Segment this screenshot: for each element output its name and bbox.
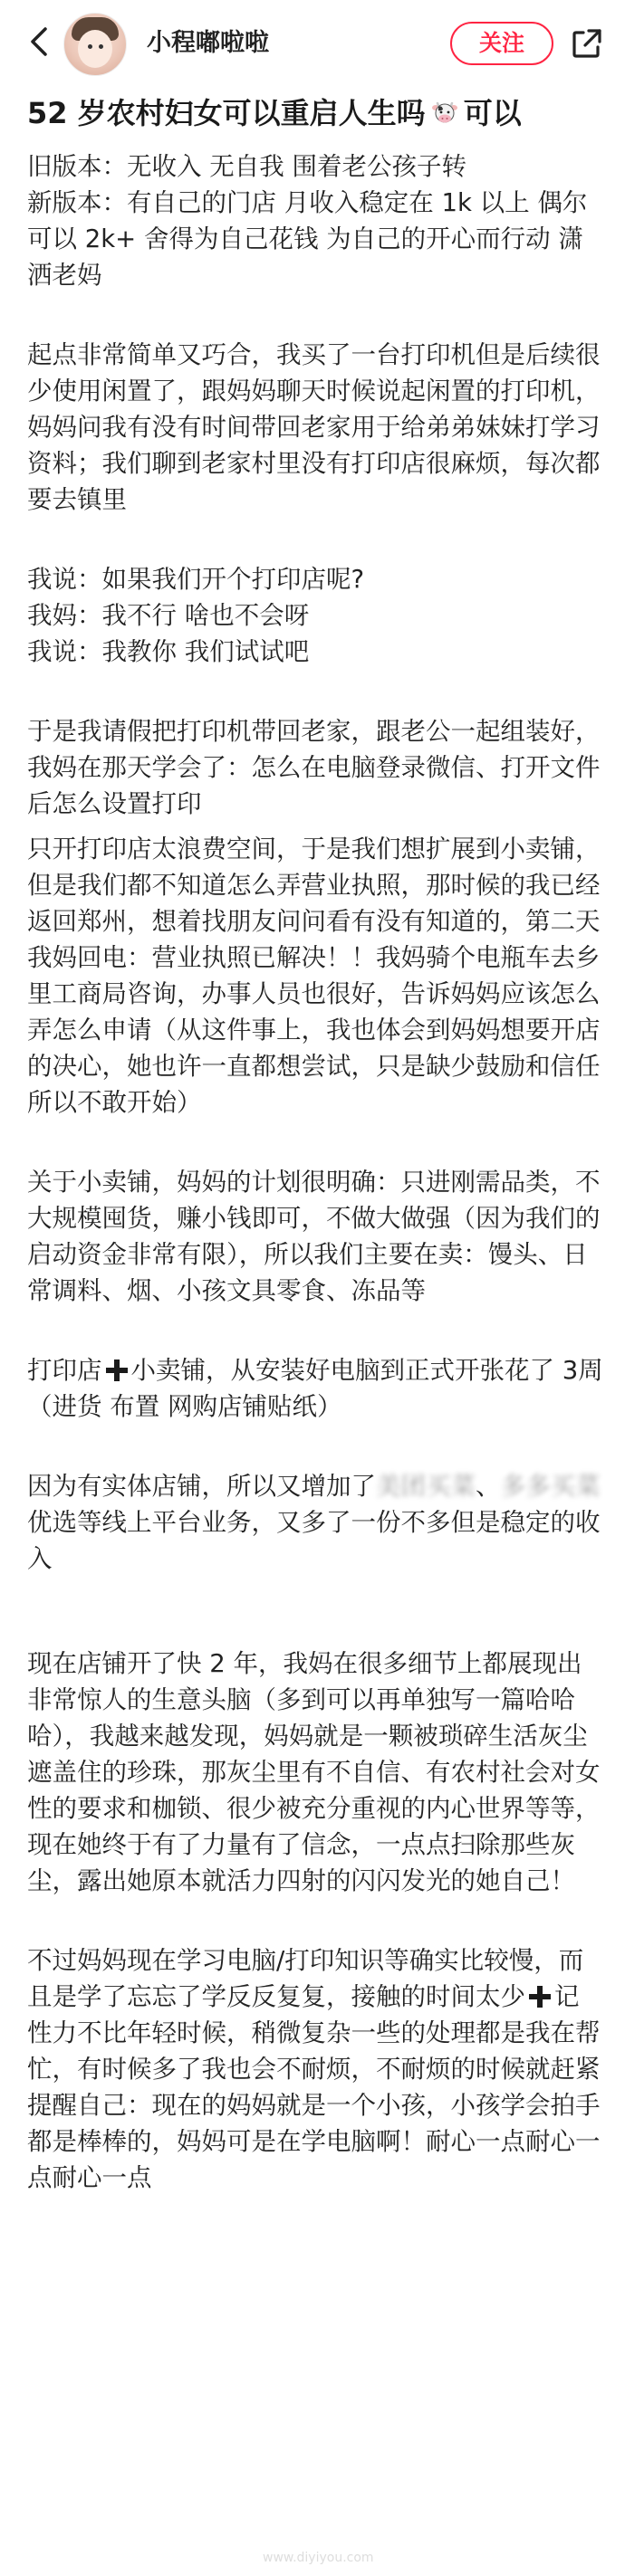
- avatar[interactable]: [63, 13, 127, 76]
- cow-face-emoji-icon: [431, 100, 458, 127]
- online-text-end: 优选等线上平台业务，又多了一份不多但是稳定的收入: [27, 1508, 601, 1573]
- paragraph-new-version: 新版本：有自己的门店 月收入稳定在 1k 以上 偶尔可以 2k+ 舍得为自己花钱 为自己的开心而行动 潇洒老妈: [27, 188, 588, 290]
- post-title: [27, 92, 607, 134]
- back-arrow-icon[interactable]: [22, 24, 58, 60]
- paragraph-setup: 于是我请假把打印机带回老家，跟老公一起组装好，我妈在那天学会了：怎么在电脑登录微信、打开文件后怎么设置打印: [27, 717, 601, 818]
- patience-text-start: 不过妈妈现在学习电脑/打印知识等确实比较慢，而且是学了忘忘了学反反复复，接触的时间太少: [27, 1946, 584, 2011]
- paragraph-expansion: 只开打印店太浪费空间，于是我们想扩展到小卖铺，但是我们都不知道怎么弄营业执照，那时候的我已经返回郑州，想着找朋友问问看有没有知道的，第二天我妈回电：营业执照已解决！！我妈骑个电瓶车去乡里工商局咨询，办事人员也很好，告诉妈妈应该怎么弄怎么申请（从这件事上，我也体会到妈妈想要开店的决心，她也许一直都想尝试，只是缺少鼓励和信任所以不敢开始）: [27, 835, 601, 1117]
- dialogue-line-2: 我妈：我不行 啥也不会呀: [27, 601, 310, 630]
- heavy-plus-icon: [529, 1986, 551, 2008]
- paragraph-patience: [27, 1942, 603, 2196]
- paragraph-opening: [27, 1352, 603, 1425]
- heavy-plus-icon: [106, 1360, 128, 1381]
- watermark: www.diyiyou.com: [263, 2551, 374, 2565]
- follow-button[interactable]: 关注: [450, 22, 553, 65]
- blurred-platform-name: 多多买菜: [500, 1472, 601, 1501]
- post-title-text: 52 岁农村妇女可以重启人生吗: [27, 96, 426, 130]
- dialogue-line-1: 我说：如果我们开个打印店呢?: [27, 565, 365, 594]
- paragraph-old-version: 旧版本：无收入 无自我 围着老公孩子转: [27, 152, 466, 181]
- post-title-answer: 可以: [463, 96, 522, 130]
- paragraph-origin: 起点非常简单又巧合，我买了一台打印机但是后续很少使用闲置了，跟妈妈聊天时候说起闲置的打印机，妈妈问我有没有时间带回老家用于给弟弟妹妹打学习资料；我们聊到老家村里没有打印店很麻烦，每次都要去镇里: [27, 340, 601, 514]
- online-text-separator: 、: [476, 1472, 501, 1501]
- top-nav-bar: [0, 0, 625, 91]
- blurred-platform-name: 美团买菜: [376, 1472, 476, 1501]
- patience-text-end: 记性力不比年轻时候，稍微复杂一些的处理都是我在帮忙，有时候多了我也会不耐烦，不耐烦的时候就赶紧提醒自己：现在的妈妈就是一个小孩，小孩学会拍手都是棒棒的，妈妈可是在学电脑啊！耐心一点耐心一点耐心一点: [27, 1982, 601, 2192]
- online-text-start: 因为有实体店铺，所以又增加了: [27, 1472, 376, 1501]
- dialogue-line-3: 我说：我教你 我们试试吧: [27, 637, 310, 666]
- opening-text-start: 打印店: [27, 1356, 102, 1385]
- share-icon[interactable]: [569, 25, 605, 62]
- opening-text-end: 小卖铺，从安装好电脑到正式开张花了 3周（进货 布置 网购店铺贴纸）: [27, 1356, 603, 1421]
- post-body: [27, 148, 603, 2196]
- paragraph-online-business: [27, 1468, 603, 1577]
- author-name[interactable]: 小程嘟啦啦: [147, 29, 269, 57]
- paragraph-shop-plan: 关于小卖铺，妈妈的计划很明确：只进刚需品类，不大规模囤货，赚小钱即可，不做大做强（因为我们的启动资金非常有限），所以我们主要在卖：馒头、日常调料、烟、小孩文具零食、冻品等: [27, 1168, 601, 1305]
- paragraph-reflection: 现在店铺开了快 2 年，我妈在很多细节上都展现出非常惊人的生意头脑（多到可以再单独写一篇哈哈哈），我越来越发现，妈妈就是一颗被琐碎生活灰尘遮盖住的珍珠，那灰尘里有不自信、有农村社会对女性的要求和枷锁、很少被充分重视的内心世界等等，现在她终于有了力量有了信念，一点点扫除那些灰尘，露出她原本就活力四射的闪闪发光的她自己！: [27, 1649, 601, 1895]
